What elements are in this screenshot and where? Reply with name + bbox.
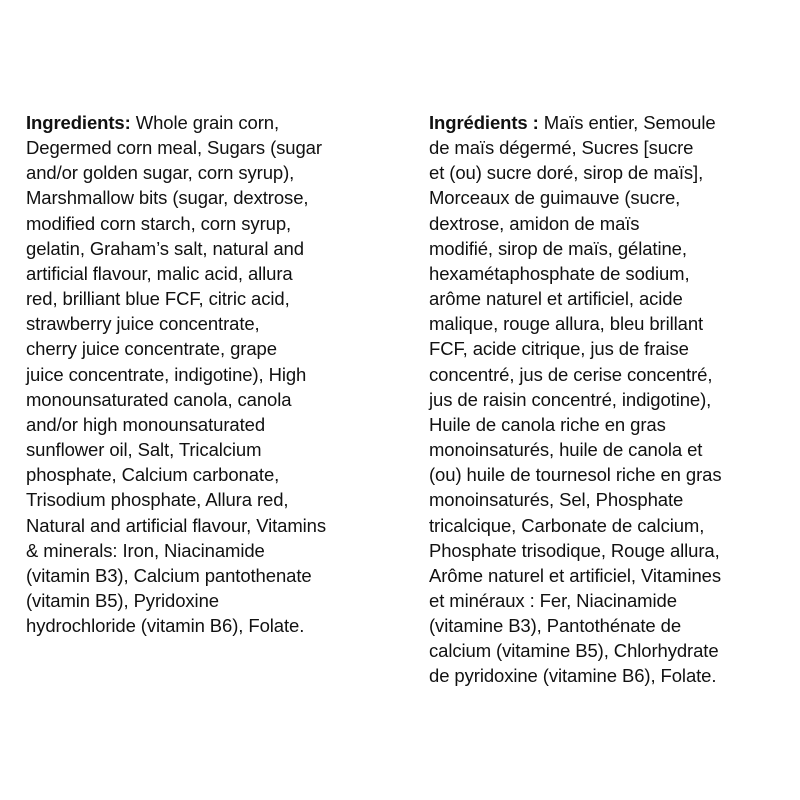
text-line: gelatin, Graham’s salt, natural and	[26, 237, 304, 259]
ingredients-label-en: Ingredients:	[26, 112, 131, 133]
text-line: calcium (vitamine B5), Chlorhydrate	[429, 640, 719, 662]
text-line: modified corn starch, corn syrup,	[26, 212, 292, 234]
text-line: concentré, jus de cerise concentré,	[429, 363, 713, 385]
text-line: Marshmallow bits (sugar, dextrose,	[26, 187, 309, 209]
text-line: tricalcique, Carbonate de calcium,	[429, 514, 705, 536]
text-line: de maïs dégermé, Sucres [sucre	[429, 137, 694, 159]
text-line: & minerals: Iron, Niacinamide	[26, 539, 265, 561]
text-line: modifié, sirop de maïs, gélatine,	[429, 237, 687, 259]
text-line: (vitamin B3), Calcium pantothenate	[26, 564, 312, 586]
text-line: red, brilliant blue FCF, citric acid,	[26, 288, 290, 310]
text-line: monounsaturated canola, canola	[26, 388, 292, 410]
text-line: Phosphate trisodique, Rouge allura,	[429, 539, 720, 561]
text-line: phosphate, Calcium carbonate,	[26, 464, 280, 486]
text-line: Arôme naturel et artificiel, Vitamines	[429, 564, 721, 586]
text-line: Huile de canola riche en gras	[429, 413, 666, 435]
text-line: cherry juice concentrate, grape	[26, 338, 277, 360]
text-line: Ingrédients : Maïs entier, Semoule	[429, 112, 716, 133]
text-line: et (ou) sucre doré, sirop de maïs],	[429, 162, 704, 184]
text-line: Natural and artificial flavour, Vitamins	[26, 514, 327, 536]
text-line: sunflower oil, Salt, Tricalcium	[26, 439, 262, 461]
english-ingredients-column	[26, 110, 386, 638]
text-line: dextrose, amidon de maïs	[429, 212, 640, 234]
text-line: and/or high monounsaturated	[26, 413, 266, 435]
text-line: Morceaux de guimauve (sucre,	[429, 187, 681, 209]
text-line: monoinsaturés, huile de canola et	[429, 439, 703, 461]
text-line: (vitamine B3), Pantothénate de	[429, 615, 682, 637]
text-line: FCF, acide citrique, jus de fraise	[429, 338, 689, 360]
text-line: et minéraux : Fer, Niacinamide	[429, 589, 677, 611]
text-line: monoinsaturés, Sel, Phosphate	[429, 489, 684, 511]
text-line: strawberry juice concentrate,	[26, 313, 260, 335]
text-line: arôme naturel et artificiel, acide	[429, 288, 683, 310]
text-line: (ou) huile de tournesol riche en gras	[429, 464, 722, 486]
text-line: Ingredients: Whole grain corn,	[26, 112, 279, 133]
text-line: juice concentrate, indigotine), High	[26, 363, 307, 385]
text-line: (vitamin B5), Pyridoxine	[26, 589, 219, 611]
ingredients-label-fr: Ingrédients :	[429, 112, 539, 133]
text-line: Trisodium phosphate, Allura red,	[26, 489, 289, 511]
text-line: hexamétaphosphate de sodium,	[429, 262, 690, 284]
french-ingredients-column	[429, 110, 789, 689]
text-line: artificial flavour, malic acid, allura	[26, 262, 293, 284]
text-line: de pyridoxine (vitamine B6), Folate.	[429, 665, 717, 687]
text-line: malique, rouge allura, bleu brillant	[429, 313, 704, 335]
text-line: and/or golden sugar, corn syrup),	[26, 162, 295, 184]
text-line: hydrochloride (vitamin B6), Folate.	[26, 615, 305, 637]
text-line: jus de raisin concentré, indigotine),	[429, 388, 712, 410]
text-line: Degermed corn meal, Sugars (sugar	[26, 137, 322, 159]
